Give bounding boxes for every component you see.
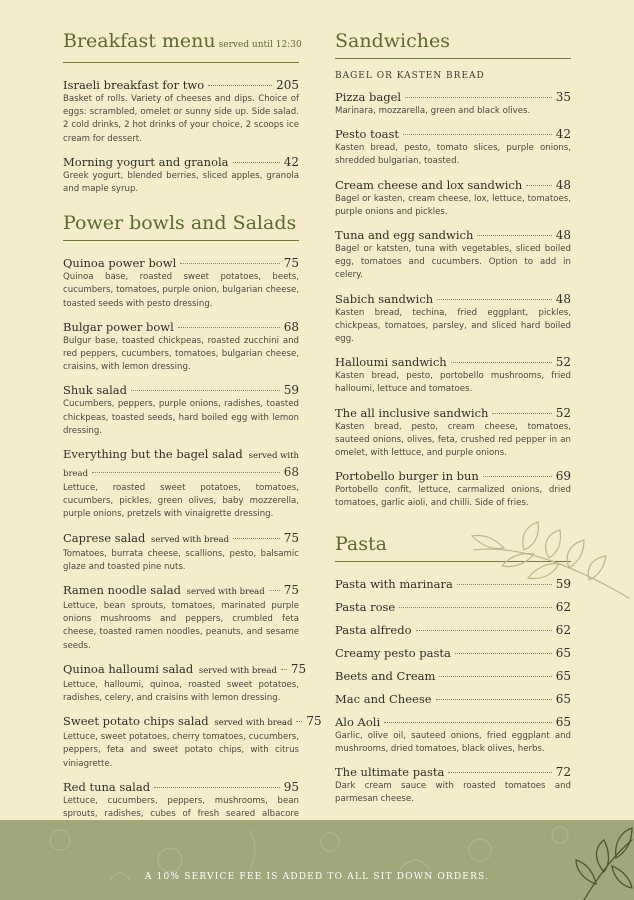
item-name: Morning yogurt and granola (63, 154, 229, 169)
item-name: Ramen noodle salad (63, 583, 181, 598)
dot-leader (451, 362, 552, 363)
menu-item (63, 319, 299, 375)
dot-leader (208, 85, 272, 86)
dot-leader (416, 630, 552, 631)
item-name: Portobello burger in bun (335, 469, 479, 484)
sandwiches-divider (335, 58, 571, 59)
breakfast-divider (63, 62, 299, 63)
menu-item (335, 714, 571, 756)
item-price: 75 (283, 256, 299, 271)
item-price: 75 (290, 661, 307, 676)
breakfast-note: served until 12:30 (218, 40, 302, 50)
item-note: served with bread (151, 534, 230, 545)
dot-leader (154, 787, 280, 788)
item-description: Cucumbers, peppers, purple onions, radishes, toasted chickpeas, toasted seeds, hard boiled egg with lemon dressing. (63, 399, 299, 436)
item-name: The all inclusive sandwich (335, 405, 489, 420)
dot-leader (180, 263, 279, 264)
dot-leader (92, 472, 280, 473)
item-note: served with bread (214, 718, 293, 729)
item-description: Greek yogurt, blended berries, sliced apples, granola and maple syrup. (63, 170, 299, 195)
dot-leader (403, 134, 552, 135)
item-description: Kasten bread, pesto, cream cheese, tomatoes, sauteed onions, olives, feta, crushed red pepper in an omelet, with lettuce, and purple onions. (335, 421, 571, 459)
item-description: Lettuce, bean sprouts, tomatoes, marinated purple onions mushrooms and peppers, crumbled feta cheese, toasted ramen noodles, peanuts, and sesame seeds. (63, 601, 299, 651)
breakfast-title-text: Breakfast menu (63, 30, 216, 52)
item-price: 48 (555, 228, 571, 243)
left-column (63, 28, 322, 843)
item-name: Everything but the bagel salad (63, 447, 243, 462)
item-price: 52 (555, 355, 571, 370)
menu-item (63, 255, 299, 311)
dot-leader (384, 722, 552, 723)
dot-leader (448, 772, 551, 773)
item-price: 48 (555, 177, 571, 192)
item-name: Shuk salad (63, 383, 127, 398)
item-price: 95 (283, 779, 299, 794)
menu-item (335, 227, 571, 283)
menu-item (335, 354, 571, 396)
item-price: 59 (555, 576, 571, 591)
dot-leader (437, 299, 552, 300)
item-price: 65 (555, 691, 571, 706)
item-name: Sabich sandwich (335, 291, 434, 306)
menu-item (63, 661, 307, 705)
item-price: 69 (555, 469, 571, 484)
item-name: Beets and Cream (335, 668, 436, 683)
item-name: Israeli breakfast for two (63, 78, 205, 92)
item-description: Tomatoes, burrata cheese, scallions, pesto, balsamic glaze and toasted pine nuts. (63, 548, 299, 572)
item-price: 65 (555, 668, 571, 683)
item-note: served with bread (186, 587, 265, 598)
pasta-title: Pasta (335, 532, 387, 555)
menu-item (335, 177, 571, 219)
sandwiches-subheading: BAGEL OR KASTEN BREAD (335, 71, 485, 81)
item-price: 72 (555, 765, 571, 780)
bowls-title: Power bowls and Salads (63, 212, 297, 235)
breakfast-title (63, 28, 302, 58)
menu-item (63, 582, 299, 653)
item-description: Basket of rolls. Variety of cheeses and dips. Choice of eggs: scrambled, omelet or sunny side up. Side salad. 2 cold drinks, 2 hot drinks of your choice, 2 scoops ice cream for dessert. (63, 94, 299, 144)
leaf-branch-icon (464, 520, 634, 610)
item-name: Mac and Cheese (335, 691, 432, 706)
item-description: Lettuce, roasted sweet potatoes, tomatoes, cucumbers, pickles, green olives, baby mozzerella, purple onions, pretzels with vinaigrette dressing. (63, 483, 299, 520)
item-name: Bulgar power bowl (63, 319, 174, 334)
dot-leader (436, 699, 552, 700)
item-price: 75 (283, 583, 299, 598)
menu-item (335, 126, 571, 168)
item-price: 42 (283, 154, 299, 169)
item-description: Kasten bread, pesto, portobello mushrooms, fried halloumi, lettuce and tomatoes. (335, 371, 571, 395)
item-price: 62 (555, 599, 571, 614)
dot-leader (492, 413, 551, 414)
menu-item (335, 622, 571, 638)
item-price: 75 (283, 530, 299, 545)
item-name: Caprese salad (63, 530, 146, 545)
item-note: served with (248, 451, 299, 462)
item-name: Cream cheese and lox sandwich (335, 177, 523, 192)
item-description: Bagel or kasten, cream cheese, lox, lettuce, tomatoes, purple onions and pickles. (335, 193, 571, 217)
footer-pattern-icon (0, 820, 634, 900)
menu-item (63, 154, 299, 196)
item-note-continued: bread (63, 469, 89, 480)
item-price: 205 (276, 78, 299, 92)
item-name: Halloumi sandwich (335, 355, 447, 370)
item-price: 65 (555, 714, 571, 729)
item-price: 65 (555, 645, 571, 660)
item-description: Kasten bread, pesto, tomato slices, purple onions, shredded bulgarian, toasted. (335, 143, 571, 167)
dot-leader (526, 185, 551, 186)
dot-leader (269, 590, 280, 591)
dot-leader (233, 162, 280, 163)
item-name: Quinoa halloumi salad (63, 661, 194, 676)
item-price: 42 (555, 127, 571, 142)
footer-banner (0, 820, 634, 900)
menu-item (335, 291, 571, 347)
bowls-divider (63, 240, 299, 241)
item-description: Kasten bread, techina, fried eggplant, pickles, chickpeas, tomatoes, parsley, and sliced hard boiled egg. (335, 307, 571, 345)
item-price: 35 (555, 90, 571, 104)
item-price: 48 (555, 291, 571, 306)
item-price: 75 (306, 714, 322, 729)
dot-leader (455, 653, 552, 654)
menu-item (335, 691, 571, 707)
item-price: 68 (283, 319, 299, 334)
item-description: Quinoa base, roasted sweet potatoes, beets, cucumbers, tomatoes, purple onion, bulgarian cheese, toasted seeds with pesto dressing. (63, 272, 299, 309)
item-name: Alo Aoli (335, 714, 381, 729)
item-name: Pizza bagel (335, 90, 402, 104)
menu-item (335, 89, 571, 118)
item-price: 59 (283, 383, 299, 398)
item-description: Bagel or katsten, tuna with vegetables, sliced boiled egg, tomatoes and cucumbers. Option to add in celery. (335, 244, 571, 281)
leaf-icon (564, 820, 634, 900)
dot-leader (131, 390, 280, 391)
item-description: Dark cream sauce with roasted tomatoes and parmesan cheese. (335, 781, 571, 805)
menu-item (335, 405, 571, 461)
dot-leader (233, 538, 280, 539)
item-price: 68 (283, 465, 299, 480)
item-name: Pasta with marinara (335, 576, 453, 591)
item-description: Lettuce, cucumbers, peppers, mushrooms, bean sprouts, radishes, cubes of fresh seared albacore (63, 795, 299, 820)
item-description: Lettuce, halloumi, quinoa, roasted sweet potatoes, radishes, celery, and craisins with lemon dressing. (63, 679, 299, 704)
item-description: Lettuce, sweet potatoes, cherry tomatoes, cucumbers, peppers, feta and sweet potato chips, with citrus viniagrette. (63, 732, 299, 769)
item-description: Garlic, olive oil, sauteed onions, fried eggplant and mushrooms, dried tomatoes, black olives, herbs. (335, 730, 571, 754)
menu-item (335, 764, 571, 806)
item-price: 52 (555, 405, 571, 420)
dot-leader (439, 676, 551, 677)
right-column (335, 28, 571, 814)
dot-leader (483, 476, 552, 477)
menu-item (335, 468, 571, 510)
dot-leader (296, 721, 302, 722)
menu-item (63, 77, 299, 146)
item-name: Pesto toast (335, 127, 400, 142)
item-name: Creamy pesto pasta (335, 645, 451, 660)
item-name: Pasta rose (335, 599, 396, 614)
dot-leader (178, 327, 280, 328)
item-name: Red tuna salad (63, 779, 151, 794)
item-price: 62 (555, 622, 571, 637)
menu-item (63, 530, 299, 574)
service-fee-notice: A 10% SERVICE FEE IS ADDED TO ALL SIT DOWN ORDERS. (144, 872, 490, 882)
sandwiches-title: Sandwiches (335, 30, 450, 52)
dot-leader (405, 97, 552, 98)
menu-item (63, 382, 299, 438)
item-name: Quinoa power bowl (63, 256, 177, 271)
dot-leader (281, 669, 287, 670)
dot-leader (477, 235, 551, 236)
menu-item (335, 668, 571, 684)
item-name: Sweet potato chips salad (63, 714, 209, 729)
menu-item (335, 645, 571, 661)
item-description: Bulgur base, toasted chickpeas, roasted zucchini and red peppers, cucumbers, tomatoes, bulgarian cheese, craisins, with lemon dressing. (63, 335, 299, 373)
menu-item (63, 446, 299, 522)
menu-item (63, 713, 322, 771)
item-name: Tuna and egg sandwich (335, 228, 474, 243)
item-name: Pasta alfredo (335, 622, 412, 637)
item-name: The ultimate pasta (335, 765, 445, 780)
item-note: served with bread (198, 665, 277, 676)
item-description: Portobello confit, lettuce, carmalized onions, dried tomatoes, garlic aioli, and chilli. Side of fries. (335, 485, 571, 509)
item-description: Marinara, mozzarella, green and black olives. (335, 106, 531, 116)
